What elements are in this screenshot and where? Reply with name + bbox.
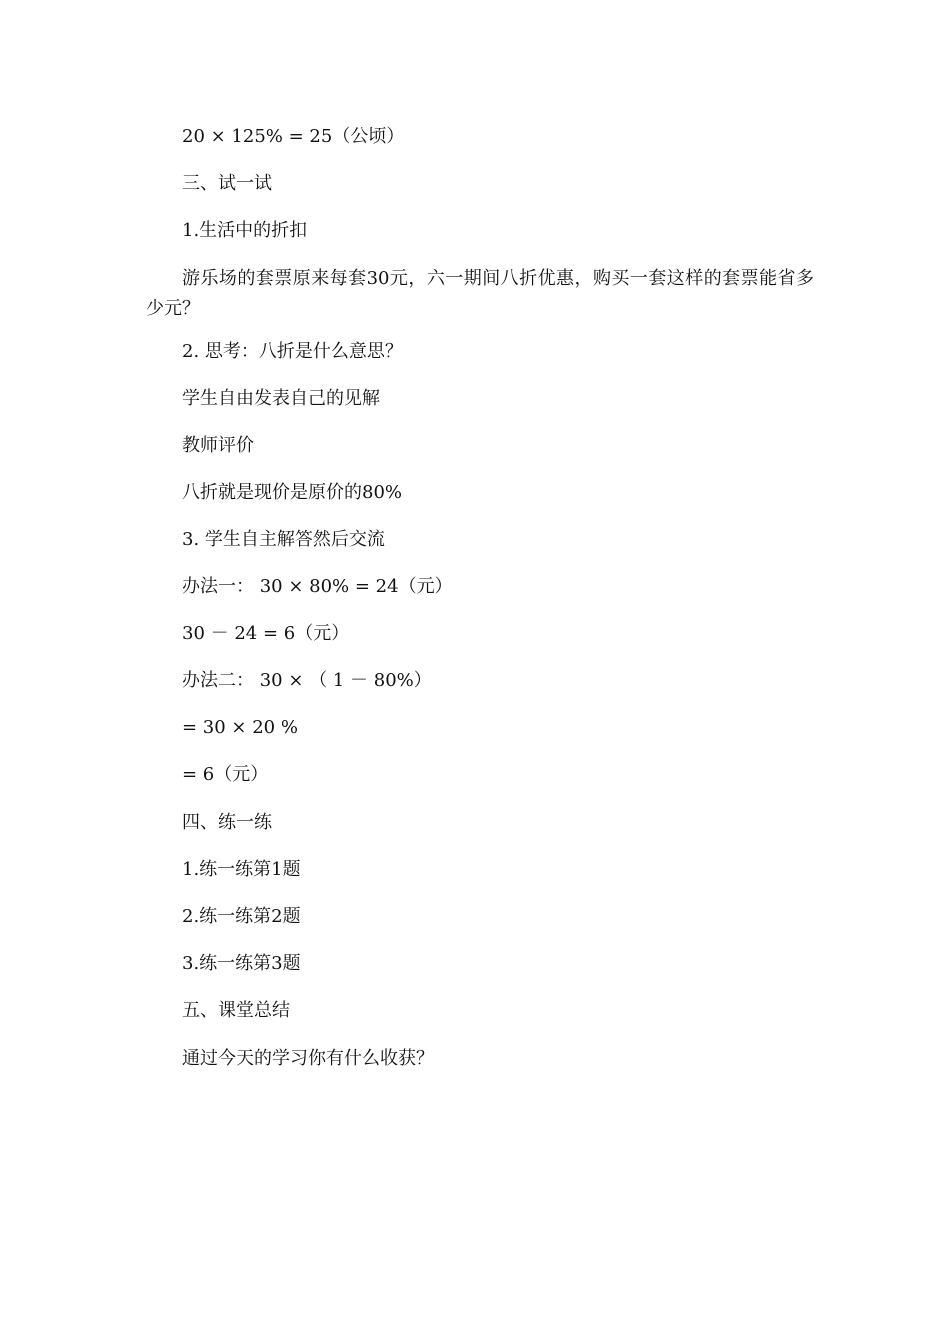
text-students-discuss: 学生自由发表自己的见解 [182, 388, 380, 409]
method-one-step1: 办法一： 30 × 80% = 24（元） [182, 576, 453, 597]
method-two-step2: = 30 × 20 % [182, 717, 298, 738]
method-two-step1: 办法二： 30 × （ 1 － 80%） [182, 670, 432, 691]
practice-item-1: 1.练一练第1题 [182, 859, 301, 880]
section-heading-summary: 五、课堂总结 [182, 1000, 290, 1021]
text-students-solve: 3. 学生自主解答然后交流 [182, 529, 385, 550]
practice-item-3: 3.练一练第3题 [182, 953, 301, 974]
subheading-discount: 1.生活中的折扣 [182, 220, 308, 241]
problem-paragraph: 游乐场的套票原来每套30元，六一期间八折优惠，购买一套这样的套票能省多少元？ [146, 268, 814, 319]
section-heading-try: 三、试一试 [182, 173, 272, 194]
text-discount-meaning: 八折就是现价是原价的80% [182, 482, 403, 503]
method-two-step3: = 6（元） [182, 764, 269, 785]
practice-item-2: 2.练一练第2题 [182, 906, 301, 927]
equation-area: 20 × 125% = 25（公顷） [182, 126, 405, 147]
question-think: 2. 思考：八折是什么意思？ [182, 341, 403, 362]
method-one-step2: 30 － 24 = 6（元） [182, 623, 350, 644]
summary-question: 通过今天的学习你有什么收获？ [182, 1048, 434, 1069]
text-teacher-evaluation: 教师评价 [182, 435, 254, 456]
section-heading-practice: 四、练一练 [182, 812, 272, 833]
